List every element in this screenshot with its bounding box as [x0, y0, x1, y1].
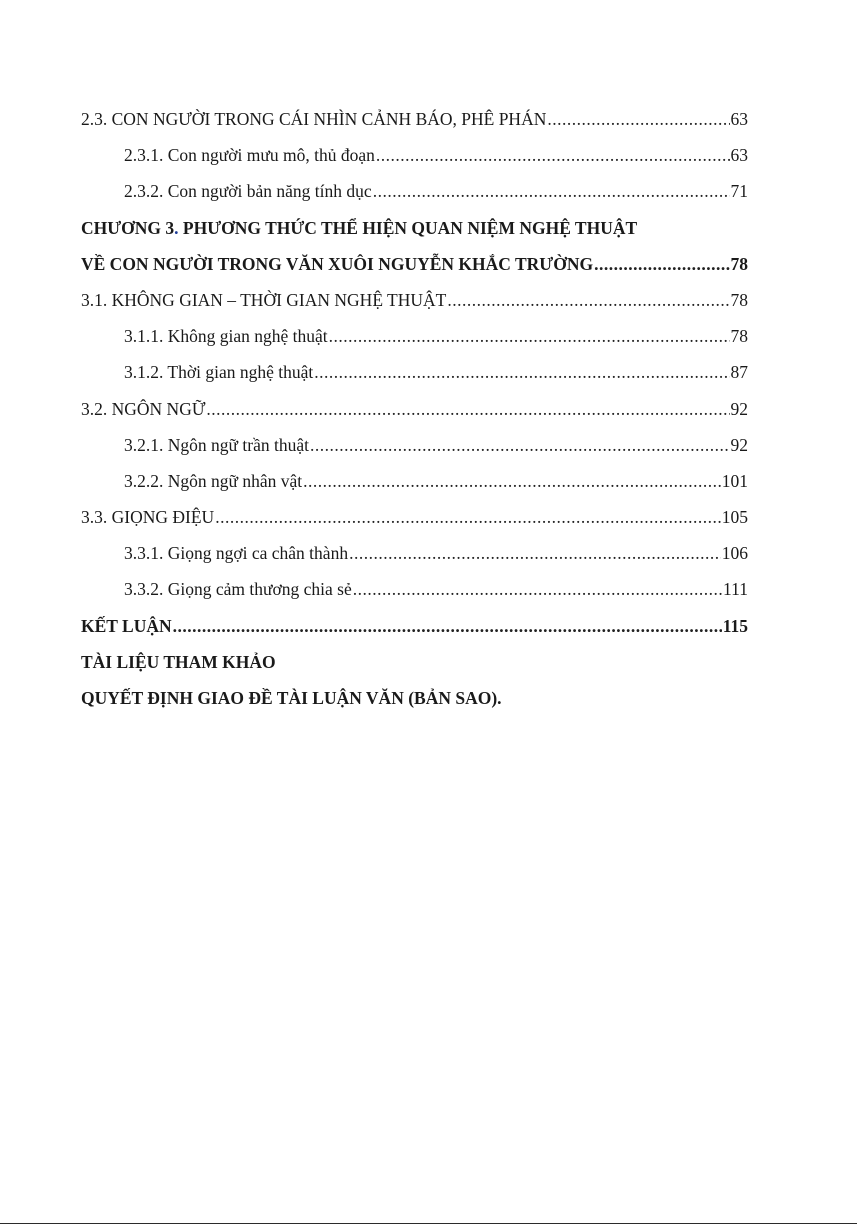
- toc-entry-label: 3.1.2. Thời gian nghệ thuật: [124, 362, 314, 383]
- toc-entry-label: 3.2. NGÔN NGỮ: [81, 398, 206, 419]
- dot-leader: [310, 427, 730, 463]
- dot-leader: [353, 571, 722, 607]
- toc-entry-label: VỀ CON NGƯỜI TRONG VĂN XUÔI NGUYỄN KHẮC TRƯỜNG: [81, 253, 594, 274]
- table-of-contents: [81, 101, 748, 716]
- toc-entry-3-1-1[interactable]: [81, 318, 748, 354]
- toc-entry-label: 2.3. CON NGƯỜI TRONG CÁI NHÌN CẢNH BÁO, PHÊ PHÁN: [81, 109, 547, 129]
- toc-entry-page: 63: [730, 109, 748, 129]
- toc-entry-page: 101: [721, 470, 748, 491]
- page-bottom-border: [0, 1223, 857, 1224]
- toc-entry-label: QUYẾT ĐỊNH GIAO ĐỀ TÀI LUẬN VĂN (BẢN SAO).: [81, 688, 502, 708]
- toc-entry-label: 2.3.1. Con người mưu mô, thủ đoạn: [124, 145, 375, 166]
- toc-entry-page: 106: [721, 543, 748, 564]
- toc-entry-label: 3.3.2. Giọng cảm thương chia sẻ: [124, 579, 352, 600]
- toc-entry-page: 71: [730, 181, 748, 202]
- toc-entry-3-1[interactable]: [81, 282, 748, 318]
- toc-entry-chapter-3-line-1[interactable]: [81, 210, 748, 246]
- toc-entry-3-2[interactable]: [81, 391, 748, 427]
- toc-entry-references[interactable]: [81, 644, 748, 680]
- toc-entry-label: 3.2.2. Ngôn ngữ nhân vật: [124, 470, 303, 491]
- dot-leader: [349, 535, 721, 571]
- toc-entry-label: 3.3. GIỌNG ĐIỆU: [81, 507, 215, 528]
- toc-entry-page: 78: [730, 253, 748, 274]
- dot-leader: [376, 137, 730, 173]
- toc-entry-page: 111: [723, 579, 748, 600]
- toc-entry-conclusion[interactable]: [81, 608, 748, 644]
- dot-leader: [594, 246, 729, 282]
- toc-entry-chapter-3-line-2[interactable]: [81, 246, 748, 282]
- toc-entry-3-2-1[interactable]: [81, 427, 748, 463]
- toc-entry-2-3[interactable]: [81, 101, 748, 137]
- dot-leader: [373, 173, 730, 209]
- toc-entry-3-3-2[interactable]: [81, 571, 748, 607]
- toc-entry-page: 105: [721, 507, 748, 528]
- dot-leader: [173, 608, 722, 644]
- toc-entry-page: 78: [730, 289, 748, 310]
- chapter-title-rest: PHƯƠNG THỨC THỂ HIỆN QUAN NIỆM NGHỆ THUẬT: [182, 217, 638, 238]
- toc-entry-3-1-2[interactable]: [81, 354, 748, 390]
- toc-entry-page: 87: [730, 362, 748, 383]
- chapter-number-dot: .: [174, 217, 179, 238]
- dot-leader: [215, 499, 721, 535]
- toc-entry-3-3-1[interactable]: [81, 535, 748, 571]
- dot-leader: [303, 463, 721, 499]
- toc-entry-label: TÀI LIỆU THAM KHẢO: [81, 651, 276, 672]
- dot-leader: [547, 101, 729, 137]
- toc-entry-2-3-1[interactable]: [81, 137, 748, 173]
- toc-entry-2-3-2[interactable]: [81, 173, 748, 209]
- toc-entry-page: 115: [722, 615, 748, 636]
- toc-entry-3-3[interactable]: [81, 499, 748, 535]
- toc-entry-page: 63: [730, 145, 748, 166]
- toc-entry-label: 3.1. KHÔNG GIAN – THỜI GIAN NGHỆ THUẬT: [81, 289, 447, 310]
- toc-entry-page: 78: [730, 326, 748, 347]
- dot-leader: [447, 282, 729, 318]
- toc-entry-decision-copy[interactable]: [81, 680, 748, 716]
- dot-leader: [314, 354, 729, 390]
- toc-entry-label: 3.2.1. Ngôn ngữ trần thuật: [124, 434, 309, 455]
- toc-entry-page: 92: [730, 398, 748, 419]
- toc-entry-label: KẾT LUẬN: [81, 615, 172, 636]
- dot-leader: [329, 318, 730, 354]
- toc-entry-label: 3.3.1. Giọng ngợi ca chân thành: [124, 543, 349, 564]
- toc-entry-label: 2.3.2. Con người bản năng tính dục: [124, 181, 372, 202]
- toc-entry-page: 92: [730, 434, 748, 455]
- toc-entry-3-2-2[interactable]: [81, 463, 748, 499]
- toc-entry-label: 3.1.1. Không gian nghệ thuật: [124, 326, 328, 347]
- chapter-title-prefix: CHƯƠNG 3: [81, 217, 175, 238]
- dot-leader: [206, 391, 729, 427]
